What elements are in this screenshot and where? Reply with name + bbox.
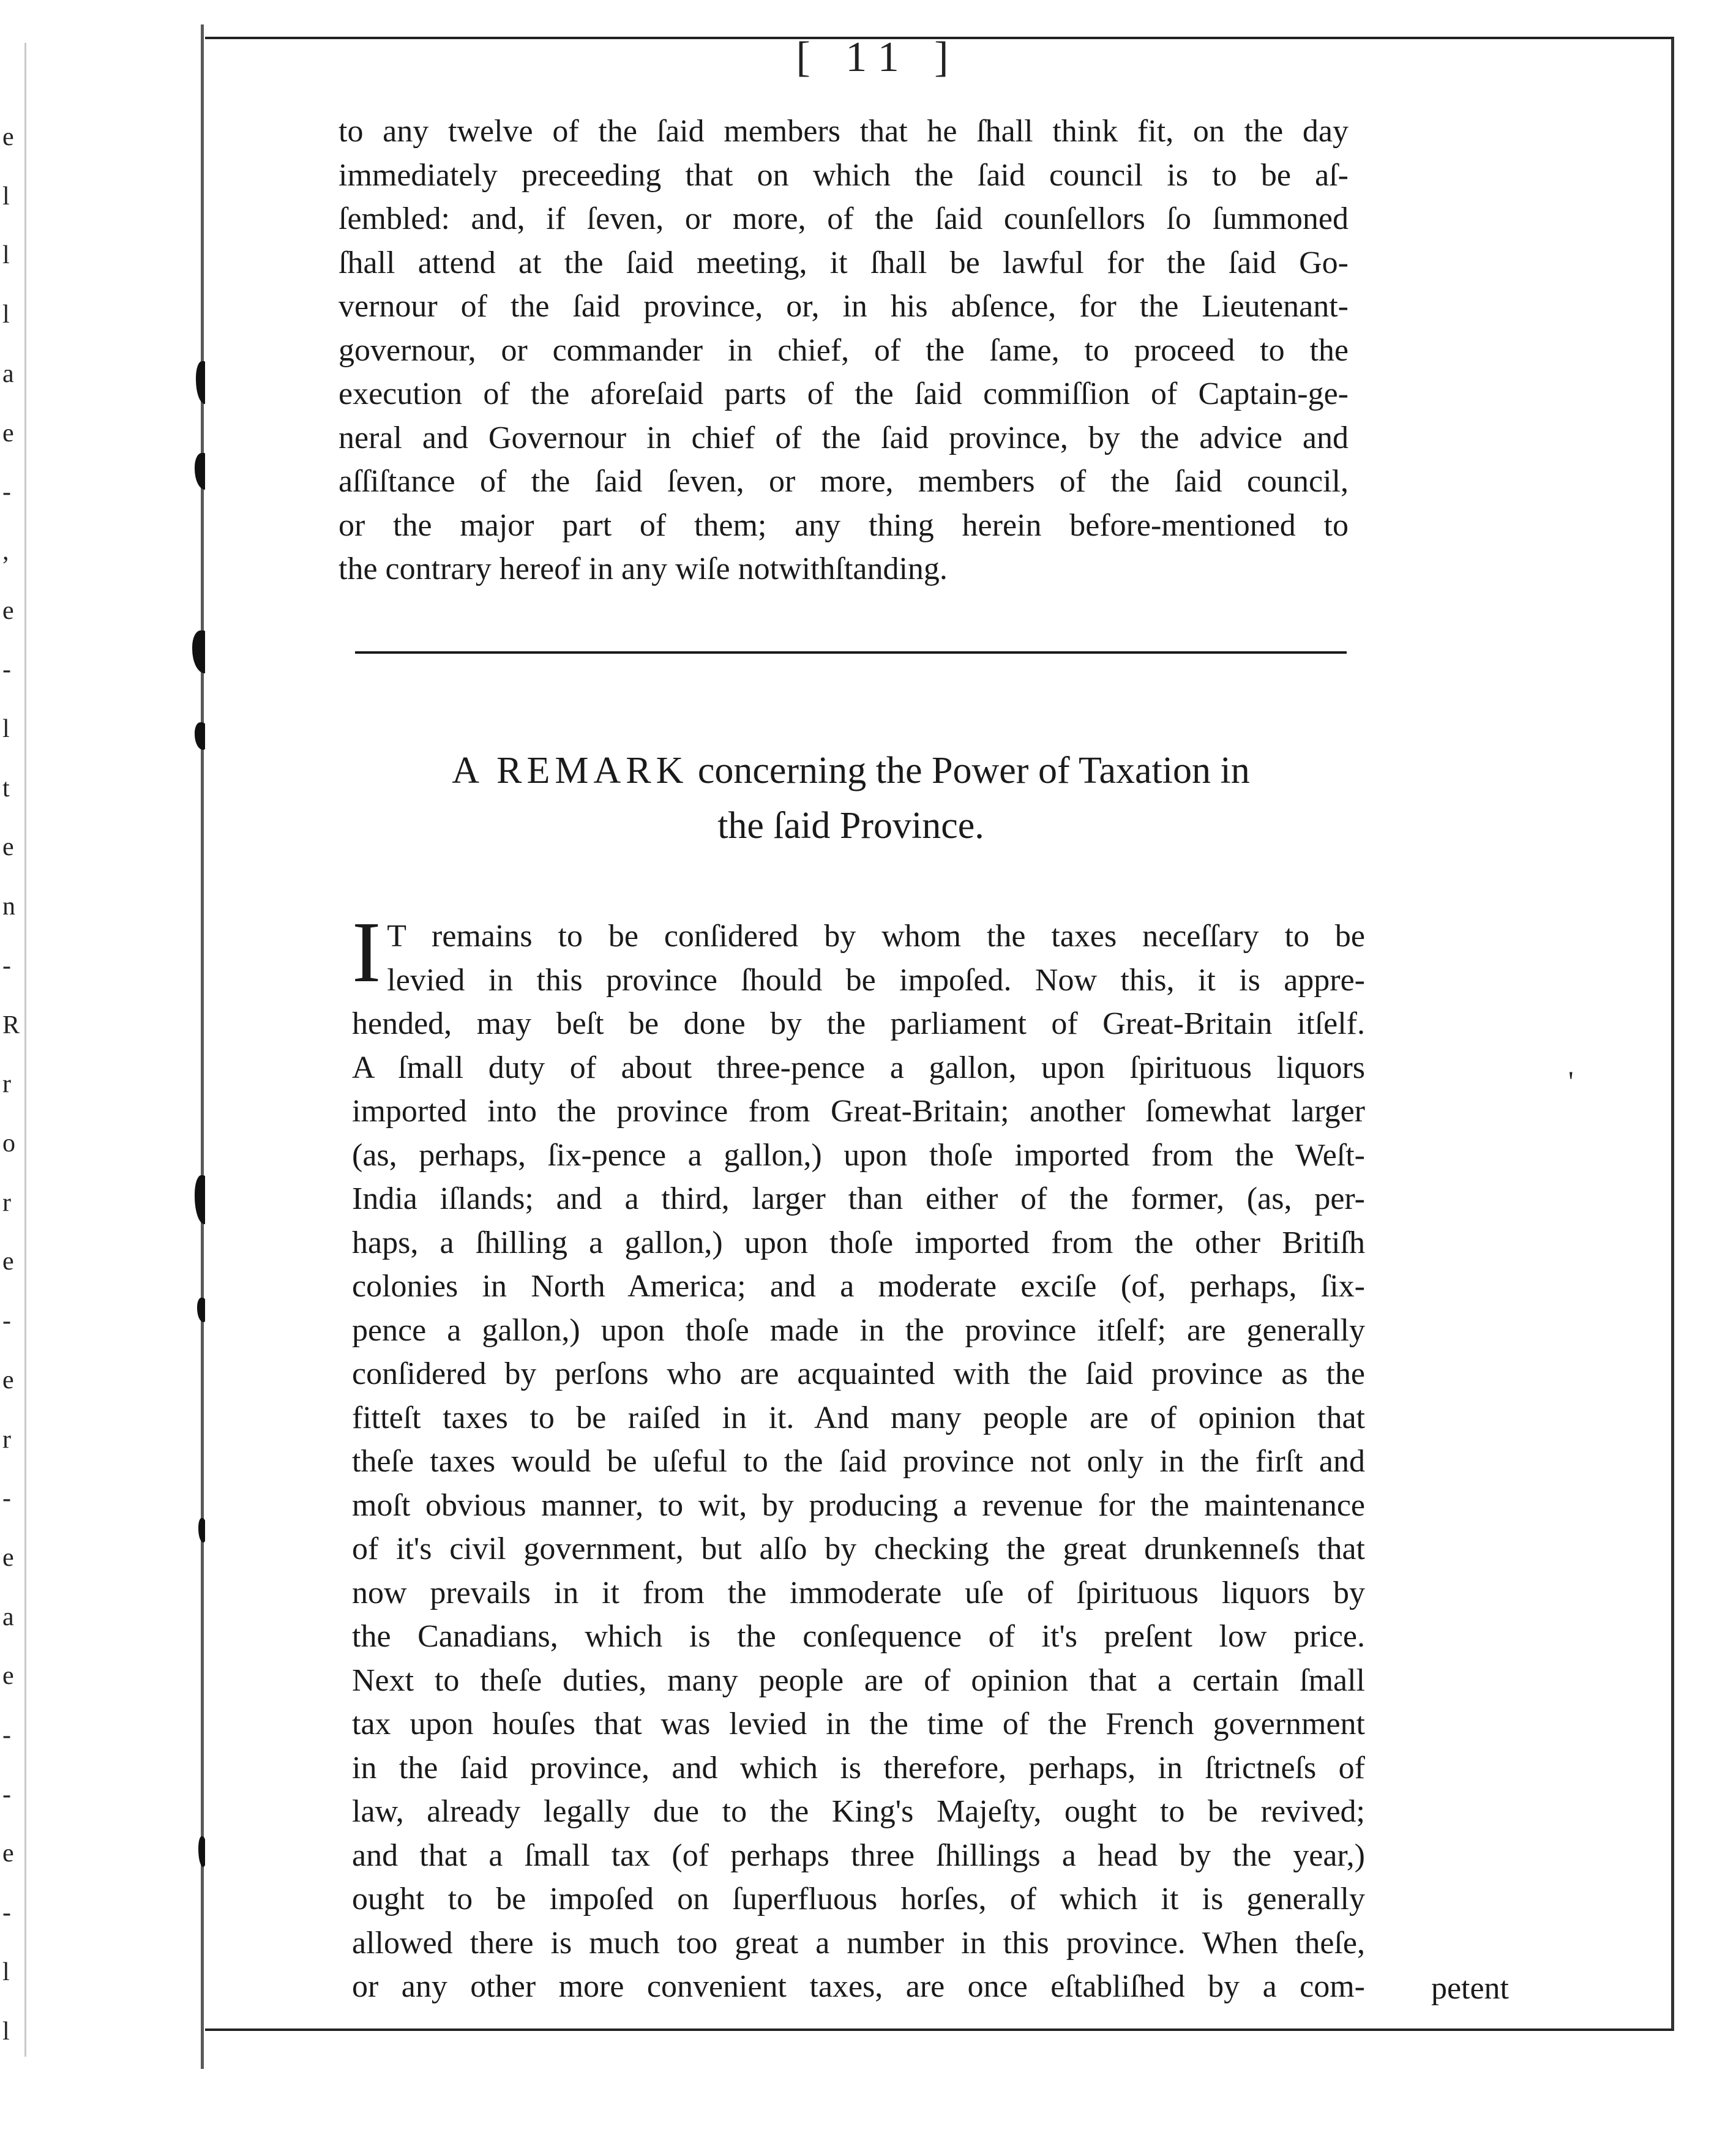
text-line: T remains to be conſidered by whom the taxes neceſſary to be (387, 919, 1365, 954)
fragment-letter: l (2, 241, 10, 269)
section-heading (346, 743, 1356, 853)
text-line: to any twelve of the ſaid members that he ſhall think fit, on the day (339, 114, 1349, 149)
text-line: colonies in North America; and a moderate exciſe (of, perhaps, ſix- (352, 1269, 1365, 1304)
text-line: or the major part of them; any thing herein before-mentioned to (339, 507, 1349, 543)
text-line: (as, perhaps, ſix-pence a gallon,) upon thoſe imported from the Weſt- (352, 1137, 1365, 1173)
text-line: aſſiſtance of the ſaid ſeven, or more, members of the ſaid council, (339, 464, 1349, 499)
text-line: in the ſaid province, and which is therefore, perhaps, in ſtrictneſs of (352, 1750, 1365, 1785)
text-line: ſembled: and, if ſeven, or more, of the ſaid counſellors ſo ſummoned (339, 201, 1349, 236)
fragment-letter: - (2, 1899, 11, 1927)
text-line: India iſlands; and a third, larger than either of the former, (as, per- (352, 1181, 1365, 1216)
facing-page-fragment (0, 43, 26, 2057)
fragment-letter: e (2, 1366, 14, 1394)
text-line: hended, may beſt be done by the parliament of Great-Britain itſelf. (352, 1006, 1365, 1041)
heading-caps: A REMARK (452, 750, 689, 791)
fragment-letter: R (2, 1011, 20, 1039)
text-line: ſhall attend at the ſaid meeting, it ſhall be lawful for the ſaid Go- (339, 245, 1349, 280)
fragment-letter: l (2, 2017, 10, 2046)
text-line: vernour of the ſaid province, or, in his abſence, for the Lieutenant- (339, 289, 1349, 324)
text-line: governour, or commander in chief, of the ſame, to proceed to the (339, 332, 1349, 368)
fragment-letter: a (2, 1603, 14, 1631)
main-paragraph (352, 903, 1365, 2009)
section-divider-rule (355, 651, 1347, 654)
fragment-letter: r (2, 1189, 11, 1217)
fragment-letter: e (2, 597, 14, 625)
main-paragraph-lines (352, 903, 1365, 2009)
fragment-letter: n (2, 892, 15, 921)
text-line: and that a ſmall tax (of perhaps three ſhillings a head by the year,) (352, 1838, 1365, 1873)
text-line: fitteſt taxes to be raiſed in it. And many people are of opinion that (352, 1400, 1365, 1435)
heading-line-2: the ſaid Province. (717, 805, 984, 847)
catchword: petent (1431, 1971, 1509, 2006)
text-line: A ſmall duty of about three-pence a gallon, upon ſpirituous liquors (352, 1050, 1365, 1085)
fragment-letter: - (2, 478, 11, 506)
fragment-letter: - (2, 1781, 11, 1809)
fragment-letter: l (2, 1958, 10, 1986)
text-line: haps, a ſhilling a gallon,) upon thoſe imported from the other Britiſh (352, 1225, 1365, 1260)
fragment-letter: e (2, 1247, 14, 1276)
heading-rest: concerning the Power of Taxation in (697, 750, 1250, 791)
text-line: theſe taxes would be uſeful to the ſaid province not only in the firſt and (352, 1444, 1365, 1479)
text-line: execution of the aforeſaid parts of the ſaid commiſſion of Captain-ge- (339, 376, 1349, 411)
text-line: levied in this province ſhould be impoſed. Now this, it is appre- (387, 962, 1365, 998)
text-line: ought to be impoſed on ſuperfluous horſes, of which it is generally (352, 1882, 1365, 1916)
book-page (205, 34, 1674, 2031)
fragment-letter: e (2, 1839, 14, 1868)
fragment-letter: e (2, 1662, 14, 1690)
text-line: the Canadians, which is the conſequence of it's preſent low price. (352, 1619, 1365, 1654)
page-number: [ 11 ] (796, 34, 961, 81)
fragment-letter: t (2, 774, 10, 802)
fragment-letter: e (2, 419, 14, 447)
fragment-letter: - (2, 1307, 11, 1335)
fragment-letter: r (2, 1426, 11, 1454)
fragment-letter: , (2, 537, 9, 566)
text-line: or any other more convenient taxes, are once eſtabliſhed by a com- (352, 1969, 1365, 2004)
text-line: moſt obvious manner, to wit, by producing a revenue for the maintenance (352, 1487, 1365, 1523)
gutter-line (201, 24, 204, 2069)
drop-cap: I (352, 903, 381, 1000)
fragment-letter: e (2, 1544, 14, 1572)
fragment-letter: - (2, 656, 11, 684)
stray-ink-mark: ' (1568, 1066, 1574, 1098)
fragment-letter: e (2, 833, 14, 861)
text-line: of it's civil government, but alſo by checking the great drunkenneſs that (352, 1531, 1365, 1566)
text-line: now prevails in it from the immoderate uſe of ſpirituous liquors by (352, 1575, 1365, 1610)
text-line: the contrary hereof in any wiſe notwithſtanding. (339, 552, 948, 586)
text-line: tax upon houſes that was levied in the time of the French government (352, 1707, 1365, 1741)
fragment-letter: l (2, 182, 10, 211)
continued-paragraph (339, 110, 1349, 591)
fragment-letter: - (2, 952, 11, 980)
fragment-letter: a (2, 360, 14, 388)
text-line: allowed there is much too great a number in this province. When theſe, (352, 1925, 1365, 1961)
fragment-letter: l (2, 715, 10, 743)
text-line: law, already legally due to the King's Majeſty, ought to be revived; (352, 1794, 1365, 1829)
fragment-letter: l (2, 301, 10, 329)
heading-line-1 (346, 743, 1356, 798)
text-line: pence a gallon,) upon thoſe made in the province itſelf; are generally (352, 1312, 1365, 1348)
fragment-letter: o (2, 1129, 15, 1157)
fragment-letter: - (2, 1484, 11, 1512)
fragment-letter: e (2, 123, 14, 151)
text-line: conſidered by perſons who are acquainted with the ſaid province as the (352, 1356, 1365, 1391)
fragment-letter: r (2, 1070, 11, 1098)
text-line: Next to theſe duties, many people are of opinion that a certain ſmall (352, 1662, 1365, 1698)
fragment-letter: - (2, 1721, 11, 1749)
text-line: immediately preceeding that on which the ſaid council is to be aſ- (339, 157, 1349, 193)
text-line: imported into the province from Great-Britain; another ſomewhat larger (352, 1094, 1365, 1129)
text-line: neral and Governour in chief of the ſaid province, by the advice and (339, 420, 1349, 455)
